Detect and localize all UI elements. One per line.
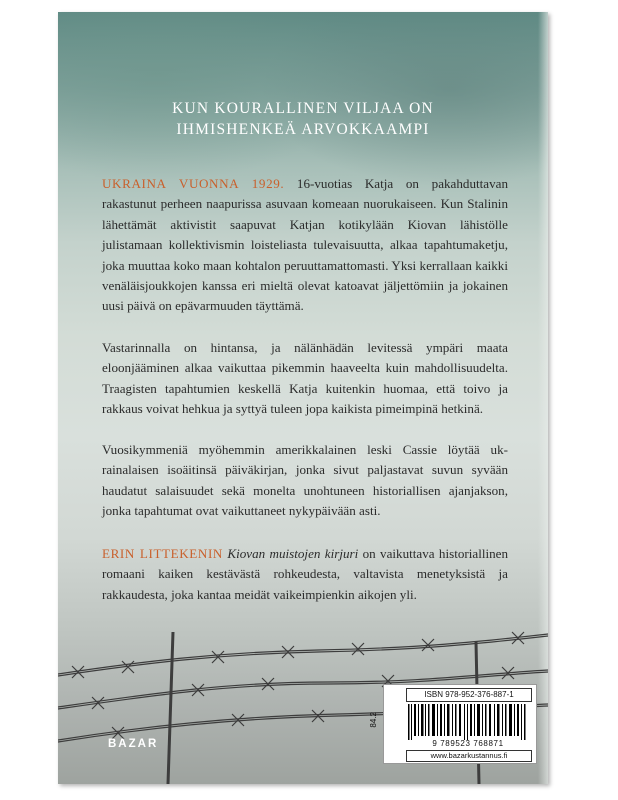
isbn-label: ISBN 978-952-376-887-1 <box>406 688 532 702</box>
paragraph-1 <box>102 174 508 317</box>
author-name: ERIN LITTEKENIN <box>102 546 223 561</box>
barcode-icon <box>406 704 530 740</box>
publisher-logo: BAZAR <box>108 738 159 750</box>
paragraph-2-text: Vastarinnalla on hintansa, ja nälänhädän levitessä ympäri maata eloonjääminen alkaa vaikuttaa pikemmin haaveelta kuin mahdollisuudelta. Traagisten tapahtumien keskellä Katja kuitenkin huomaa, että toivo ja rakkaus voivat hehkua ja syttyä tuleen jopa kaikista pimeimpinä hetkinä. <box>102 340 508 417</box>
tagline <box>58 98 548 140</box>
book-title: Kiovan muistojen kirjuri <box>227 546 359 561</box>
publisher-url: www.bazarkustannus.fi <box>406 750 532 762</box>
tagline-line-1: KUN KOURALLINEN VILJAA ON <box>172 100 434 117</box>
paragraph-4-text: on vaikuttava historiallinen romaani kaiken kestävästä rohkeudesta, valtavista menetyksistä ja rakkaudesta, joka kantaa meidät vaikeimpienkin aikojen yli. <box>102 546 509 602</box>
paragraph-3-text: Vuosikymmeniä myöhemmin amerikkalainen leski Cassie löytää ukrainalaisen isoäitinsä päiväkirjan, jonka sivut paljastavat suvun syvään haudatut salaisuudet sekä monelta unohtuneen historiallisen ajanjakson, jonka tapahtumat ovat vaikuttaneet nykypäivään asti. <box>102 442 508 519</box>
product-code: 84.2 <box>369 712 378 728</box>
paragraph-3 <box>102 440 508 522</box>
paragraph-1-lead: UKRAINA VUONNA 1929. <box>102 176 285 191</box>
book-back-cover <box>58 12 548 784</box>
barcode-number: 9 789523 768871 <box>432 739 504 748</box>
paragraph-4 <box>102 544 508 605</box>
tagline-line-2: IHMISHENKEÄ ARVOKKAAMPI <box>176 121 430 138</box>
barcode-box <box>383 684 537 764</box>
paragraph-2 <box>102 338 508 420</box>
paragraph-1-text: 16-vuotias Katja on pakahduttavan rakastunut perheen naapurissa asuvaan komeaan nuorukaiseen. Kun Stalinin lähettämät aktivistit saapuvat Katjan kotikylään Kiovan lähistölle julistamaan kollektivismin loisteliasta tulevaisuutta, alkaa tapahtumaketju, joka muuttaa koko maan kohtalon peruuttamattomasti. Yksi kerrallaan kaikki venäläisjoukkojen kanssa eri mieltä olevat katoavat jäljettömiin ja jokainen uusi päivä on epävarmuuden täyttämä. <box>102 176 508 314</box>
